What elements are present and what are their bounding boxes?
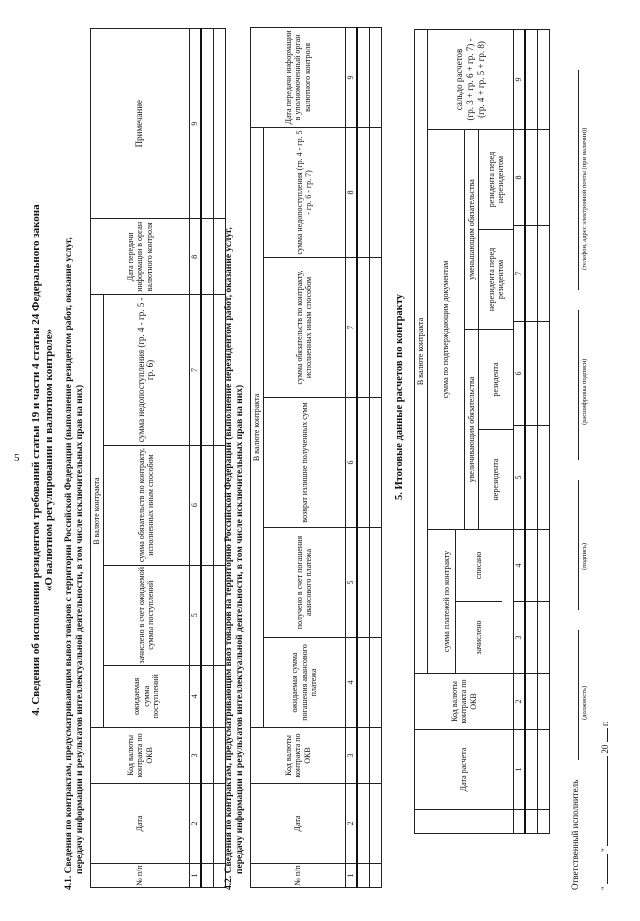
t41-h6: сумма обязательств по контракту, исполненных иным способом	[103, 445, 190, 565]
t42-h5: получено в счет погашения авансового платежа	[263, 528, 346, 638]
name-line	[578, 310, 579, 460]
t5-h-docs-sub	[464, 130, 514, 530]
t5-n9: 9	[514, 29, 525, 129]
t5-data-row	[525, 29, 538, 833]
t42-data-row	[369, 27, 381, 887]
section42-title-line2: передачу информации и результатов интеллектуальной деятельности, в том числе исключительных прав на них)	[235, 384, 245, 874]
t42-h4: ожидаемая сумма погашения авансового платежа	[263, 638, 346, 728]
t42-h3: Код валюты контракта по ОКВ	[251, 728, 346, 784]
date-year-blank	[607, 728, 608, 742]
t41-h7: сумма недопоступления (гр. 4 - гр. 5 - гр. 6)	[103, 295, 190, 445]
phone-caption: (телефон, адрес электронной почты (при наличии))	[581, 127, 588, 270]
date-suffix: г.	[600, 721, 610, 727]
table-5	[414, 29, 550, 834]
t41-h4: ожидаемая сумма поступлений	[103, 665, 190, 727]
position-line	[578, 630, 579, 760]
name-caption: (расшифровка подписи)	[581, 358, 588, 425]
t5-h-payments: сумма платежей по контракту	[439, 530, 456, 673]
t5-n-blank	[514, 810, 525, 834]
t5-n7: 7	[514, 226, 525, 322]
t41-data-row	[201, 29, 214, 888]
t42-n8: 8	[346, 127, 357, 257]
t5-h-credited: зачислено	[456, 601, 502, 673]
date-quote-close: "	[600, 848, 610, 852]
section4-heading-line2: «О валютном регулировании и валютном контроле»	[43, 328, 55, 592]
t42-n4: 4	[346, 638, 357, 728]
t42-n5: 5	[346, 528, 357, 638]
date-line	[600, 721, 610, 890]
date-month-blank	[607, 756, 608, 846]
t5-h-res-before: резидента перед нерезидентом	[486, 151, 505, 208]
t42-n2: 2	[346, 784, 357, 864]
t42-h6: возврат излишне полученных сумм	[263, 398, 346, 528]
t41-h8: Дата передачи информации в орган валютного контроля	[91, 219, 190, 295]
section42-title	[224, 30, 246, 890]
t5-h-increase: увеличивающим обязательства	[465, 329, 479, 529]
t5-n5: 5	[514, 426, 525, 530]
t5-h-balance-label: сальдо расчетов	[453, 48, 464, 111]
t5-h-code: Код валюты контракта по ОКВ	[415, 674, 514, 730]
t5-h-balance-formula2: (гр. 4 + гр. 5 + гр. 8)	[475, 41, 486, 118]
t42-h1: № п/п	[251, 864, 346, 888]
section4-heading-line1: 4. Сведения об исполнении резидентом требований статьи 19 и части 4 статьи 24 Федерального закона	[30, 204, 42, 716]
t5-n4: 4	[514, 530, 525, 602]
t5-n3: 3	[514, 602, 525, 674]
t42-n3: 3	[346, 728, 357, 784]
t5-n1: 1	[514, 730, 525, 810]
date-quote-open: "	[600, 886, 610, 890]
t41-n7: 7	[190, 295, 201, 445]
table-41	[90, 28, 226, 888]
section5-title: 5. Итоговые данные расчетов по контракту	[394, 294, 405, 500]
t5-n6: 6	[514, 322, 525, 426]
page-number: 5	[14, 452, 20, 464]
t41-n9: 9	[190, 29, 201, 219]
date-day-blank	[607, 854, 608, 884]
t5-in-currency: В валюте контракта	[415, 29, 428, 673]
section41-title-line2: передачу информации и результатов интеллектуальной деятельности, в том числе исключительных прав на них)	[75, 384, 85, 874]
t41-n6: 6	[190, 445, 201, 565]
t42-n1: 1	[346, 864, 357, 888]
t41-n2: 2	[190, 783, 201, 863]
t5-h-payments-group	[427, 530, 514, 674]
t5-h-res: резидента	[479, 329, 513, 429]
t41-n1: 1	[190, 863, 201, 887]
t41-h9: Примечание	[91, 29, 190, 219]
section41-title	[64, 30, 86, 890]
table-42	[250, 27, 382, 888]
t42-n7: 7	[346, 258, 357, 398]
signature-line	[578, 480, 579, 610]
section41-title-line1: 4.1. Сведения по контрактам, предусматривающим вывоз товаров с территории Российской Федерации (выполнение резидентом работ, оказание услуг,	[64, 237, 74, 890]
rotated-page	[30, 30, 630, 890]
t41-h3: Код валюты контракта по ОКВ	[91, 727, 190, 783]
t5-h-balance	[427, 29, 514, 129]
signature-caption: (подпись)	[581, 543, 588, 570]
t5-h-nonres-before: нерезидента перед резидентом	[479, 229, 513, 329]
t42-h8: сумма недопоступления (гр. 4 - гр. 5 - гр. 6 - гр. 7)	[263, 127, 346, 257]
t5-n8: 8	[514, 130, 525, 226]
t41-h2: Дата	[91, 783, 190, 863]
t42-h2: Дата	[251, 784, 346, 864]
section42-title-line1: 4.2. Сведения по контрактам, предусматривающим ввоз товаров на территорию Российской Федерации (выполнение нерезидентом работ, оказание услуг,	[224, 227, 234, 890]
t42-h7: сумма обязательств по контракту, исполненных иным способом	[263, 258, 346, 398]
section4-heading	[30, 30, 56, 890]
t5-h-docs: сумма по подтверждающим документам	[427, 130, 464, 530]
t41-n4: 4	[190, 665, 201, 727]
t5-h-decrease: уменьшающим обязательства	[466, 179, 476, 280]
t41-in-currency: В валюте контракта	[91, 295, 104, 727]
t41-n8: 8	[190, 219, 201, 295]
t42-data-row	[357, 27, 370, 887]
t42-n6: 6	[346, 398, 357, 528]
t41-h1: № п/п	[91, 863, 190, 887]
t41-n5: 5	[190, 565, 201, 665]
t42-n9: 9	[346, 27, 357, 127]
t5-h-nonres: нерезидента	[479, 429, 513, 529]
t41-h5: зачислено в счет ожидаемой суммы поступлений	[103, 565, 190, 665]
t5-h-balance-formula1: (гр. 3 + гр. 6 + гр. 7) -	[464, 38, 475, 121]
t41-n3: 3	[190, 727, 201, 783]
t5-h-date: Дата расчета	[415, 730, 514, 810]
t5-data-row	[537, 29, 549, 833]
t5-h-debited: списано	[473, 551, 483, 580]
t5-rownum-header	[415, 810, 514, 834]
t5-n2: 2	[514, 674, 525, 730]
phone-line	[578, 70, 579, 290]
date-year: 20	[600, 744, 610, 754]
t42-in-currency: В валюте контракта	[251, 127, 264, 727]
t42-h9: Дата передачи информации в уполномоченный орган валютного контроля	[251, 27, 346, 127]
responsible-label: Ответственный исполнитель	[570, 779, 580, 890]
position-caption: (должность)	[581, 685, 588, 720]
